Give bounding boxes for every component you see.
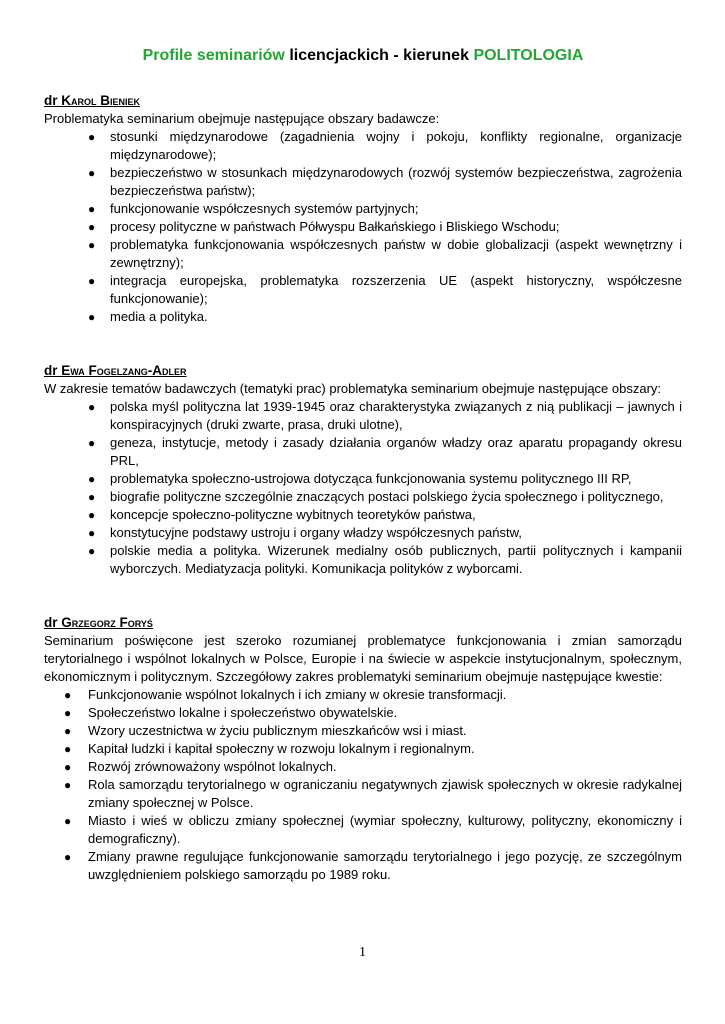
bullet-icon: ●	[88, 400, 96, 414]
list-item: ● problematyka funkcjonowania współczesnych państw w dobie globalizacji (aspekt wewnętrzny i zewnętrzny);	[88, 237, 682, 270]
bullet-icon: ●	[88, 544, 96, 558]
document-page	[44, 38, 682, 884]
bullet-icon: ●	[64, 778, 72, 792]
list-item: ● polskie media a polityka. Wizerunek medialny osób publicznych, partii politycznych i kampanii wyborczych. Mediatyzacja polityki. Komunikacja polityków z wyborcami.	[88, 543, 682, 576]
list-item: ● Społeczeństwo lokalne i społeczeństwo obywatelskie.	[64, 705, 398, 720]
bullet-icon: ●	[64, 850, 72, 864]
list-item: ● procesy polityczne w państwach Półwyspu Bałkańskiego i Bliskiego Wschodu;	[88, 219, 560, 234]
topic-list	[44, 686, 682, 884]
bullet-icon: ●	[64, 688, 72, 702]
list-item: ● Rozwój zrównoważony wspólnot lokalnych.	[64, 759, 337, 774]
list-item: ● koncepcje społeczno-polityczne wybitnych teoretyków państwa,	[88, 507, 476, 522]
list-item: ● Wzory uczestnictwa w życiu publicznym mieszkańców wsi i miast.	[64, 723, 467, 738]
supervisor-name: dr Ewa Fogelzang-Adler	[44, 363, 187, 378]
title-part-1: Profile seminariów	[142, 47, 285, 64]
document-title	[44, 46, 682, 66]
topic-list	[44, 398, 682, 578]
seminar-section-fogelzang-adler	[44, 362, 682, 578]
list-item: ● problematyka społeczno-ustrojowa dotycząca funkcjonowania systemu politycznego III RP,	[88, 471, 632, 486]
bullet-icon: ●	[88, 238, 96, 252]
bullet-icon: ●	[64, 760, 72, 774]
bullet-icon: ●	[64, 724, 72, 738]
supervisor-name: dr Grzegorz Foryś	[44, 615, 153, 630]
supervisor-name: dr Karol Bieniek	[44, 93, 141, 108]
title-part-2: licencjackich - kierunek	[289, 47, 469, 64]
bullet-icon: ●	[64, 706, 72, 720]
section-intro: Seminarium poświęcone jest szeroko rozumianej problematyce funkcjonowania i zmian samorządu terytorialnego i wspólnot lokalnych w Polsce, Europie i na świecie w aspekcie instytucjonalnym, społecznym, ekonomicznym i politycznym. Szczegółowy zakres problematyki seminarium obejmuje następujące kwestie:	[44, 633, 682, 684]
bullet-icon: ●	[88, 166, 96, 180]
title-part-3: POLITOLOGIA	[473, 47, 584, 64]
list-item: ● stosunki międzynarodowe (zagadnienia wojny i pokoju, konflikty regionalne, organizacje międzynarodowe);	[88, 129, 682, 162]
bullet-icon: ●	[64, 742, 72, 756]
bullet-icon: ●	[88, 130, 96, 144]
section-intro: W zakresie tematów badawczych (tematyki prac) problematyka seminarium obejmuje następujące obszary:	[44, 381, 662, 396]
list-item: ● Miasto i wieś w obliczu zmiany społecznej (wymiar społeczny, kulturowy, polityczny, ekonomiczny i demograficzny).	[64, 813, 682, 846]
list-item: ● konstytucyjne podstawy ustroju i organy władzy współczesnych państw,	[88, 525, 522, 540]
bullet-icon: ●	[88, 310, 96, 324]
bullet-icon: ●	[88, 526, 96, 540]
bullet-icon: ●	[88, 220, 96, 234]
section-intro: Problematyka seminarium obejmuje następujące obszary badawcze:	[44, 111, 440, 126]
list-item: ● biografie polityczne szczególnie znaczących postaci polskiego życia społecznego i politycznego,	[88, 489, 664, 504]
seminar-section-forys	[44, 614, 682, 884]
bullet-icon: ●	[88, 436, 96, 450]
bullet-icon: ●	[88, 508, 96, 522]
list-item: ● polska myśl polityczna lat 1939-1945 oraz charakterystyka związanych z nią publikacji – jawnych i konspiracyjnych (druki zwarte, prasa, druki ulotne),	[88, 399, 682, 432]
bullet-icon: ●	[88, 202, 96, 216]
list-item: ● bezpieczeństwo w stosunkach międzynarodowych (rozwój systemów bezpieczeństwa, zagrożenia bezpieczeństwa państw);	[88, 165, 682, 198]
list-item: ● integracja europejska, problematyka rozszerzenia UE (aspekt historyczny, współczesne funkcjonowanie);	[88, 273, 682, 306]
list-item: ● Rola samorządu terytorialnego w ograniczaniu negatywnych zjawisk społecznych w okresie radykalnej zmiany społecznej w Polsce.	[64, 777, 682, 810]
page-number: 1	[359, 945, 366, 960]
list-item: ● media a polityka.	[88, 309, 208, 324]
topic-list	[44, 128, 682, 326]
list-item: ● geneza, instytucje, metody i zasady działania organów władzy oraz aparatu propagandy okresu PRL,	[88, 435, 682, 468]
bullet-icon: ●	[64, 814, 72, 828]
list-item: ● funkcjonowanie współczesnych systemów partyjnych;	[88, 201, 419, 216]
bullet-icon: ●	[88, 490, 96, 504]
list-item: ● Kapitał ludzki i kapitał społeczny w rozwoju lokalnym i regionalnym.	[64, 741, 475, 756]
seminar-section-bieniek	[44, 92, 682, 326]
list-item: ● Funkcjonowanie wspólnot lokalnych i ich zmiany w okresie transformacji.	[64, 687, 507, 702]
list-item: ● Zmiany prawne regulujące funkcjonowanie samorządu terytorialnego i jego pozycję, ze szczególnym uwzględnieniem polskiego samorządu po 1989 roku.	[64, 849, 682, 882]
bullet-icon: ●	[88, 274, 96, 288]
bullet-icon: ●	[88, 472, 96, 486]
